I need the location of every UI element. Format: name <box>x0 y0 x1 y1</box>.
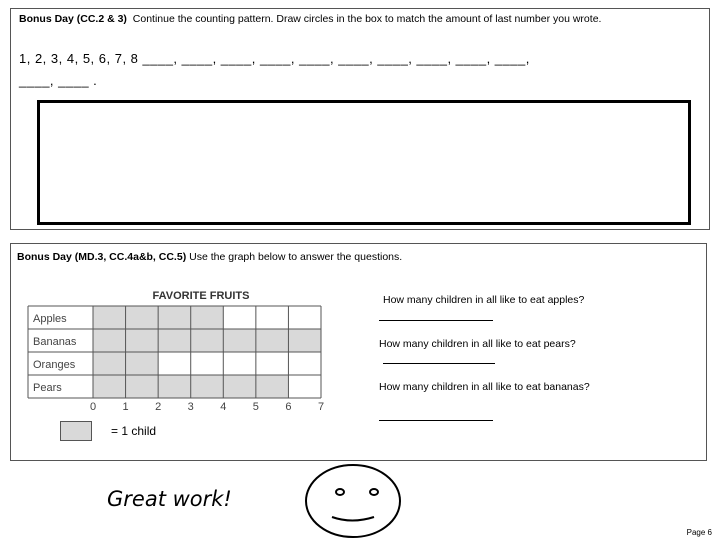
category-label-pears: Pears <box>33 382 62 394</box>
tick-label: 6 <box>285 401 292 413</box>
counting-sequence-line2: ____, ____ . <box>19 73 98 88</box>
counting-standard: Bonus Day (CC.2 & 3) <box>19 13 127 25</box>
graph-standard: Bonus Day (MD.3, CC.4a&b, CC.5) <box>17 251 187 263</box>
chart-tick-labels <box>90 401 324 413</box>
great-work-message: Great work! <box>107 487 232 511</box>
counting-sequence-line1: 1, 2, 3, 4, 5, 6, 7, 8 ____, ____, ____, ____, ____, ____, ____, ____, ____, ____, <box>19 51 530 66</box>
answer-line-bananas[interactable] <box>379 420 493 421</box>
key-label: = 1 child <box>111 424 157 438</box>
page-number: Page 6 <box>686 528 712 537</box>
tick-label: 4 <box>220 401 227 413</box>
counting-section <box>10 8 710 230</box>
category-label-oranges: Oranges <box>33 359 76 371</box>
bar-bananas <box>93 329 321 352</box>
question-bananas: How many children in all like to eat bananas? <box>379 381 590 393</box>
smiley-face-icon <box>302 462 404 540</box>
chart-category-labels <box>33 313 77 394</box>
chart-title: FAVORITE FRUITS <box>152 290 250 302</box>
counting-instructions <box>19 13 601 25</box>
question-pears: How many children in all like to eat pears? <box>379 338 576 350</box>
category-label-apples: Apples <box>33 313 67 325</box>
answer-line-apples[interactable] <box>379 320 493 321</box>
tick-label: 1 <box>122 401 129 413</box>
tick-label: 0 <box>89 401 97 413</box>
counting-instruction-text: Continue the counting pattern. Draw circles in the box to match the amount of last number you wrote. <box>132 13 602 25</box>
circle-drawing-box[interactable] <box>37 100 691 225</box>
graph-instruction-text: Use the graph below to answer the questions. <box>189 251 403 263</box>
answer-line-pears[interactable] <box>383 363 495 364</box>
tick-label: 3 <box>187 401 194 413</box>
category-label-bananas: Bananas <box>33 336 77 348</box>
graph-section <box>10 243 707 461</box>
key-swatch <box>60 421 92 441</box>
tick-label: 5 <box>252 401 259 413</box>
question-apples: How many children in all like to eat apples? <box>383 294 585 306</box>
tick-label: 7 <box>317 401 325 413</box>
tick-label: 2 <box>155 401 162 413</box>
